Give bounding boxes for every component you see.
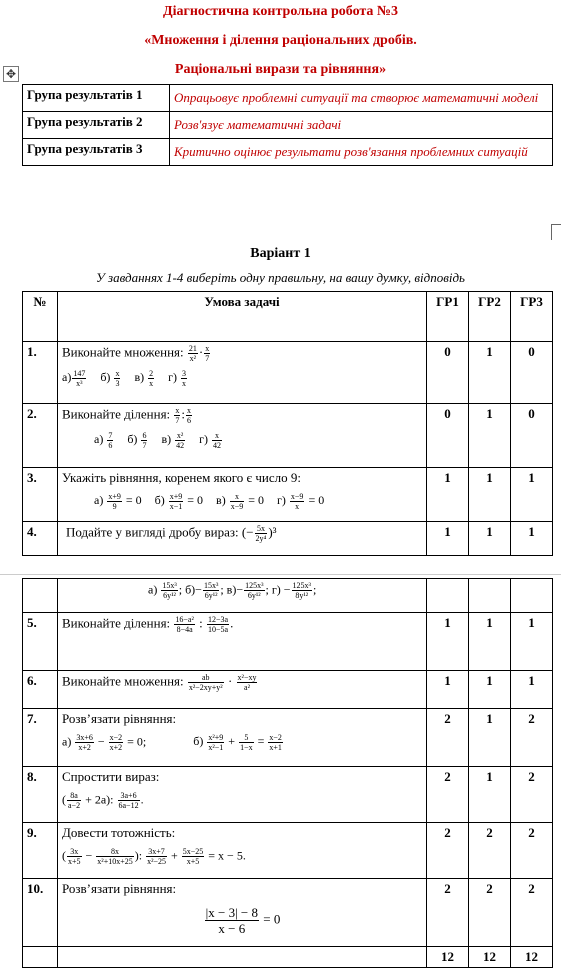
col-header-gr1: ГР1 bbox=[427, 292, 469, 342]
table-row bbox=[23, 579, 553, 613]
task-text: Виконайте ділення: bbox=[62, 406, 171, 422]
task-text: Спростити вираз: bbox=[62, 769, 160, 784]
score-gr3: 2 bbox=[511, 767, 553, 823]
answer-options: а) $\frac{147}{\text{x³}}$ б) $\frac{x}{3}$ в) $\frac{2}{x}$ г) $\frac{3}{x}$ bbox=[62, 369, 187, 388]
tasks-table-part-2 bbox=[22, 578, 553, 968]
task-text: Виконайте множення: bbox=[62, 344, 184, 360]
table-row bbox=[23, 823, 553, 879]
table-row bbox=[23, 404, 553, 468]
page-boundary-marker bbox=[551, 224, 561, 240]
score-gr1: 1 bbox=[427, 468, 469, 522]
task-text: Укажіть рівняння, коренем якого є число 9: bbox=[62, 470, 301, 485]
doc-title-line-1: Діагностична контрольна робота №3 bbox=[162, 4, 399, 19]
score-gr3: 2 bbox=[511, 879, 553, 947]
score-gr3: 2 bbox=[511, 709, 553, 767]
task-cell: Виконайте множення: $\frac{ab}{\text{x²−2xy+y²}}$ · $\frac{\text{x²−xy}}{\text{a²}}$ bbox=[58, 671, 427, 709]
score-gr2: 2 bbox=[469, 823, 511, 879]
task-text: Подайте у вигляді дробу вираз: bbox=[66, 524, 239, 540]
task-cell: Подайте у вигляді дробу вираз: (− $\frac{5x}{\text{2y⁴}}$ )³ bbox=[58, 522, 427, 556]
task-number: 5. bbox=[23, 613, 58, 671]
col-header-task: Умова задачі bbox=[58, 292, 427, 342]
score-gr3: 1 bbox=[511, 522, 553, 556]
doc-title-line-3: Раціональні вирази та рівняння» bbox=[174, 62, 387, 77]
score-gr1: 0 bbox=[427, 342, 469, 404]
score-gr1: 2 bbox=[427, 823, 469, 879]
table-row bbox=[23, 139, 553, 166]
table-row bbox=[23, 709, 553, 767]
score-gr2: 1 bbox=[469, 342, 511, 404]
task-cell: Виконайте множення: $\frac{21}{\text{x²}}$ · $\frac{x}{7}$ а) $\frac{147}{\text{x³}}$ б) $\frac{x}{3}$ в) $\frac{2}{x}$ г) $\frac{3}{x}$ bbox=[58, 342, 427, 404]
col-header-gr2: ГР2 bbox=[469, 292, 511, 342]
table-header-row bbox=[23, 292, 553, 342]
doc-title-line-2: «Множення і ділення раціональних дробів. bbox=[144, 33, 417, 48]
total-gr3: 12 bbox=[511, 947, 553, 968]
task-number: 8. bbox=[23, 767, 58, 823]
score-gr2: 1 bbox=[469, 671, 511, 709]
group-name: Група результатів 1 bbox=[23, 85, 170, 112]
task-text: Довести тотожність: bbox=[62, 825, 176, 840]
score-gr1: 2 bbox=[427, 767, 469, 823]
total-gr2: 12 bbox=[469, 947, 511, 968]
col-header-gr3: ГР3 bbox=[511, 292, 553, 342]
task-text: Виконайте множення: bbox=[62, 673, 184, 689]
task-cell: Довести тотожність: ( $\frac{3x}{x+5}$ − $\frac{8x}{\text{x²+10x+25}}$ ): $\frac{3x+7}{\text{x²−25}}$ + $\frac{5x-25}{x+5}$ = x − 5. bbox=[58, 823, 427, 879]
score-gr1: 2 bbox=[427, 879, 469, 947]
answer-options: а) $\frac{7}{6}$ б) $\frac{6}{7}$ в) $\frac{\text{x²}}{42}$ г) $\frac{x}{42}$ bbox=[94, 431, 222, 450]
table-row bbox=[23, 468, 553, 522]
task-number: 6. bbox=[23, 671, 58, 709]
task-number: 2. bbox=[23, 404, 58, 468]
task-text: Розв’язати рівняння: bbox=[62, 711, 177, 726]
task-cell: Виконайте ділення: $\frac{x}{7}$ : $\frac{x}{6}$ а) $\frac{7}{6}$ б) $\frac{6}{7}$ в) $\frac{\text{x²}}{42}$ г) $\frac{x}{42}$ bbox=[58, 404, 427, 468]
score-gr3: 1 bbox=[511, 671, 553, 709]
score-gr2: 2 bbox=[469, 879, 511, 947]
group-description: Критично оцінює результати розв'язання проблемних ситуацій bbox=[170, 139, 553, 166]
math-fraction: $\frac{x}{7}$ bbox=[205, 344, 210, 363]
table-row bbox=[23, 342, 553, 404]
score-gr2: 1 bbox=[469, 468, 511, 522]
move-table-icon[interactable]: ✥ bbox=[3, 66, 19, 82]
score-gr1: 1 bbox=[427, 613, 469, 671]
task-cell bbox=[58, 468, 427, 522]
task-text: Виконайте ділення: bbox=[62, 615, 171, 631]
answer-options: а) $\frac{x+9}{9}$ = 0 б) $\frac{x+9}{x-1}$ = 0 в) $\frac{x}{x-9}$ = 0 г) $\frac{x-9}{x}$ = 0 bbox=[94, 492, 325, 511]
tasks-table-part-1 bbox=[22, 291, 553, 556]
score-gr2: 1 bbox=[469, 404, 511, 468]
table-row bbox=[23, 85, 553, 112]
task-number: 4. bbox=[23, 522, 58, 556]
score-gr2: 1 bbox=[469, 613, 511, 671]
score-gr3: 0 bbox=[511, 342, 553, 404]
table-row bbox=[23, 879, 553, 947]
result-groups-table bbox=[22, 84, 553, 166]
task-cell: Розв’язати рівняння: а) $\frac{3x+6}{x+2}$ − $\frac{x-2}{x+2}$ = 0; б) $\frac{\text{x²+9}}{\text{x²−1}}$ + $\frac{5}{1-x}$ = $\frac{x-2}{x+1}$ bbox=[58, 709, 427, 767]
instruction-text: У завданнях 1-4 виберіть одну правильну, на вашу думку, відповідь bbox=[96, 270, 465, 285]
table-row bbox=[23, 522, 553, 556]
task-text: Розв’язати рівняння: bbox=[62, 881, 177, 896]
score-gr3: 2 bbox=[511, 823, 553, 879]
group-name: Група результатів 3 bbox=[23, 139, 170, 166]
group-name: Група результатів 2 bbox=[23, 112, 170, 139]
page-separator bbox=[0, 574, 561, 575]
group-description: Опрацьовує проблемні ситуації та створює математичні моделі bbox=[170, 85, 553, 112]
task-4-options: а) $\frac{\text{15x³}}{\text{6y¹²}}$ ; б)− $\frac{\text{15x³}}{\text{6y¹²}}$ ; в)− $\frac{\text{125x³}}{\text{6y¹²}}$ ; г) − $\frac{\text{125x³}}{\text{8y¹²}}$ ; bbox=[58, 579, 427, 613]
variant-title: Варіант 1 bbox=[250, 246, 311, 261]
score-gr3: 0 bbox=[511, 404, 553, 468]
task-number: 9. bbox=[23, 823, 58, 879]
table-row bbox=[23, 112, 553, 139]
total-gr1: 12 bbox=[427, 947, 469, 968]
task-number: 3. bbox=[23, 468, 58, 522]
table-row bbox=[23, 613, 553, 671]
score-gr2: 1 bbox=[469, 709, 511, 767]
task-number: 7. bbox=[23, 709, 58, 767]
score-gr2: 1 bbox=[469, 522, 511, 556]
totals-row bbox=[23, 947, 553, 968]
col-header-num: № bbox=[23, 292, 58, 342]
task-cell: Розв’язати рівняння: $\frac{|x - 3| - 8}{x - 6}$ = 0 bbox=[58, 879, 427, 947]
score-gr1: 0 bbox=[427, 404, 469, 468]
score-gr1: 1 bbox=[427, 671, 469, 709]
task-number: 10. bbox=[23, 879, 58, 947]
score-gr3: 1 bbox=[511, 613, 553, 671]
task-number: 1. bbox=[23, 342, 58, 404]
score-gr1: 1 bbox=[427, 522, 469, 556]
task-cell: Виконайте ділення: $\frac{\text{16−a²}}{8-4a}$ : $\frac{12-3a}{10-5a}$ . bbox=[58, 613, 427, 671]
math-fraction: $\frac{21}{\text{x²}}$ bbox=[188, 344, 197, 363]
group-description: Розв'язує математичні задачі bbox=[170, 112, 553, 139]
task-cell: Спростити вираз: ( $\frac{8a}{a-2}$ + 2a): $\frac{3a+6}{6a-12}$ . bbox=[58, 767, 427, 823]
score-gr3: 1 bbox=[511, 468, 553, 522]
table-row bbox=[23, 767, 553, 823]
table-row bbox=[23, 671, 553, 709]
score-gr2: 1 bbox=[469, 767, 511, 823]
score-gr1: 2 bbox=[427, 709, 469, 767]
